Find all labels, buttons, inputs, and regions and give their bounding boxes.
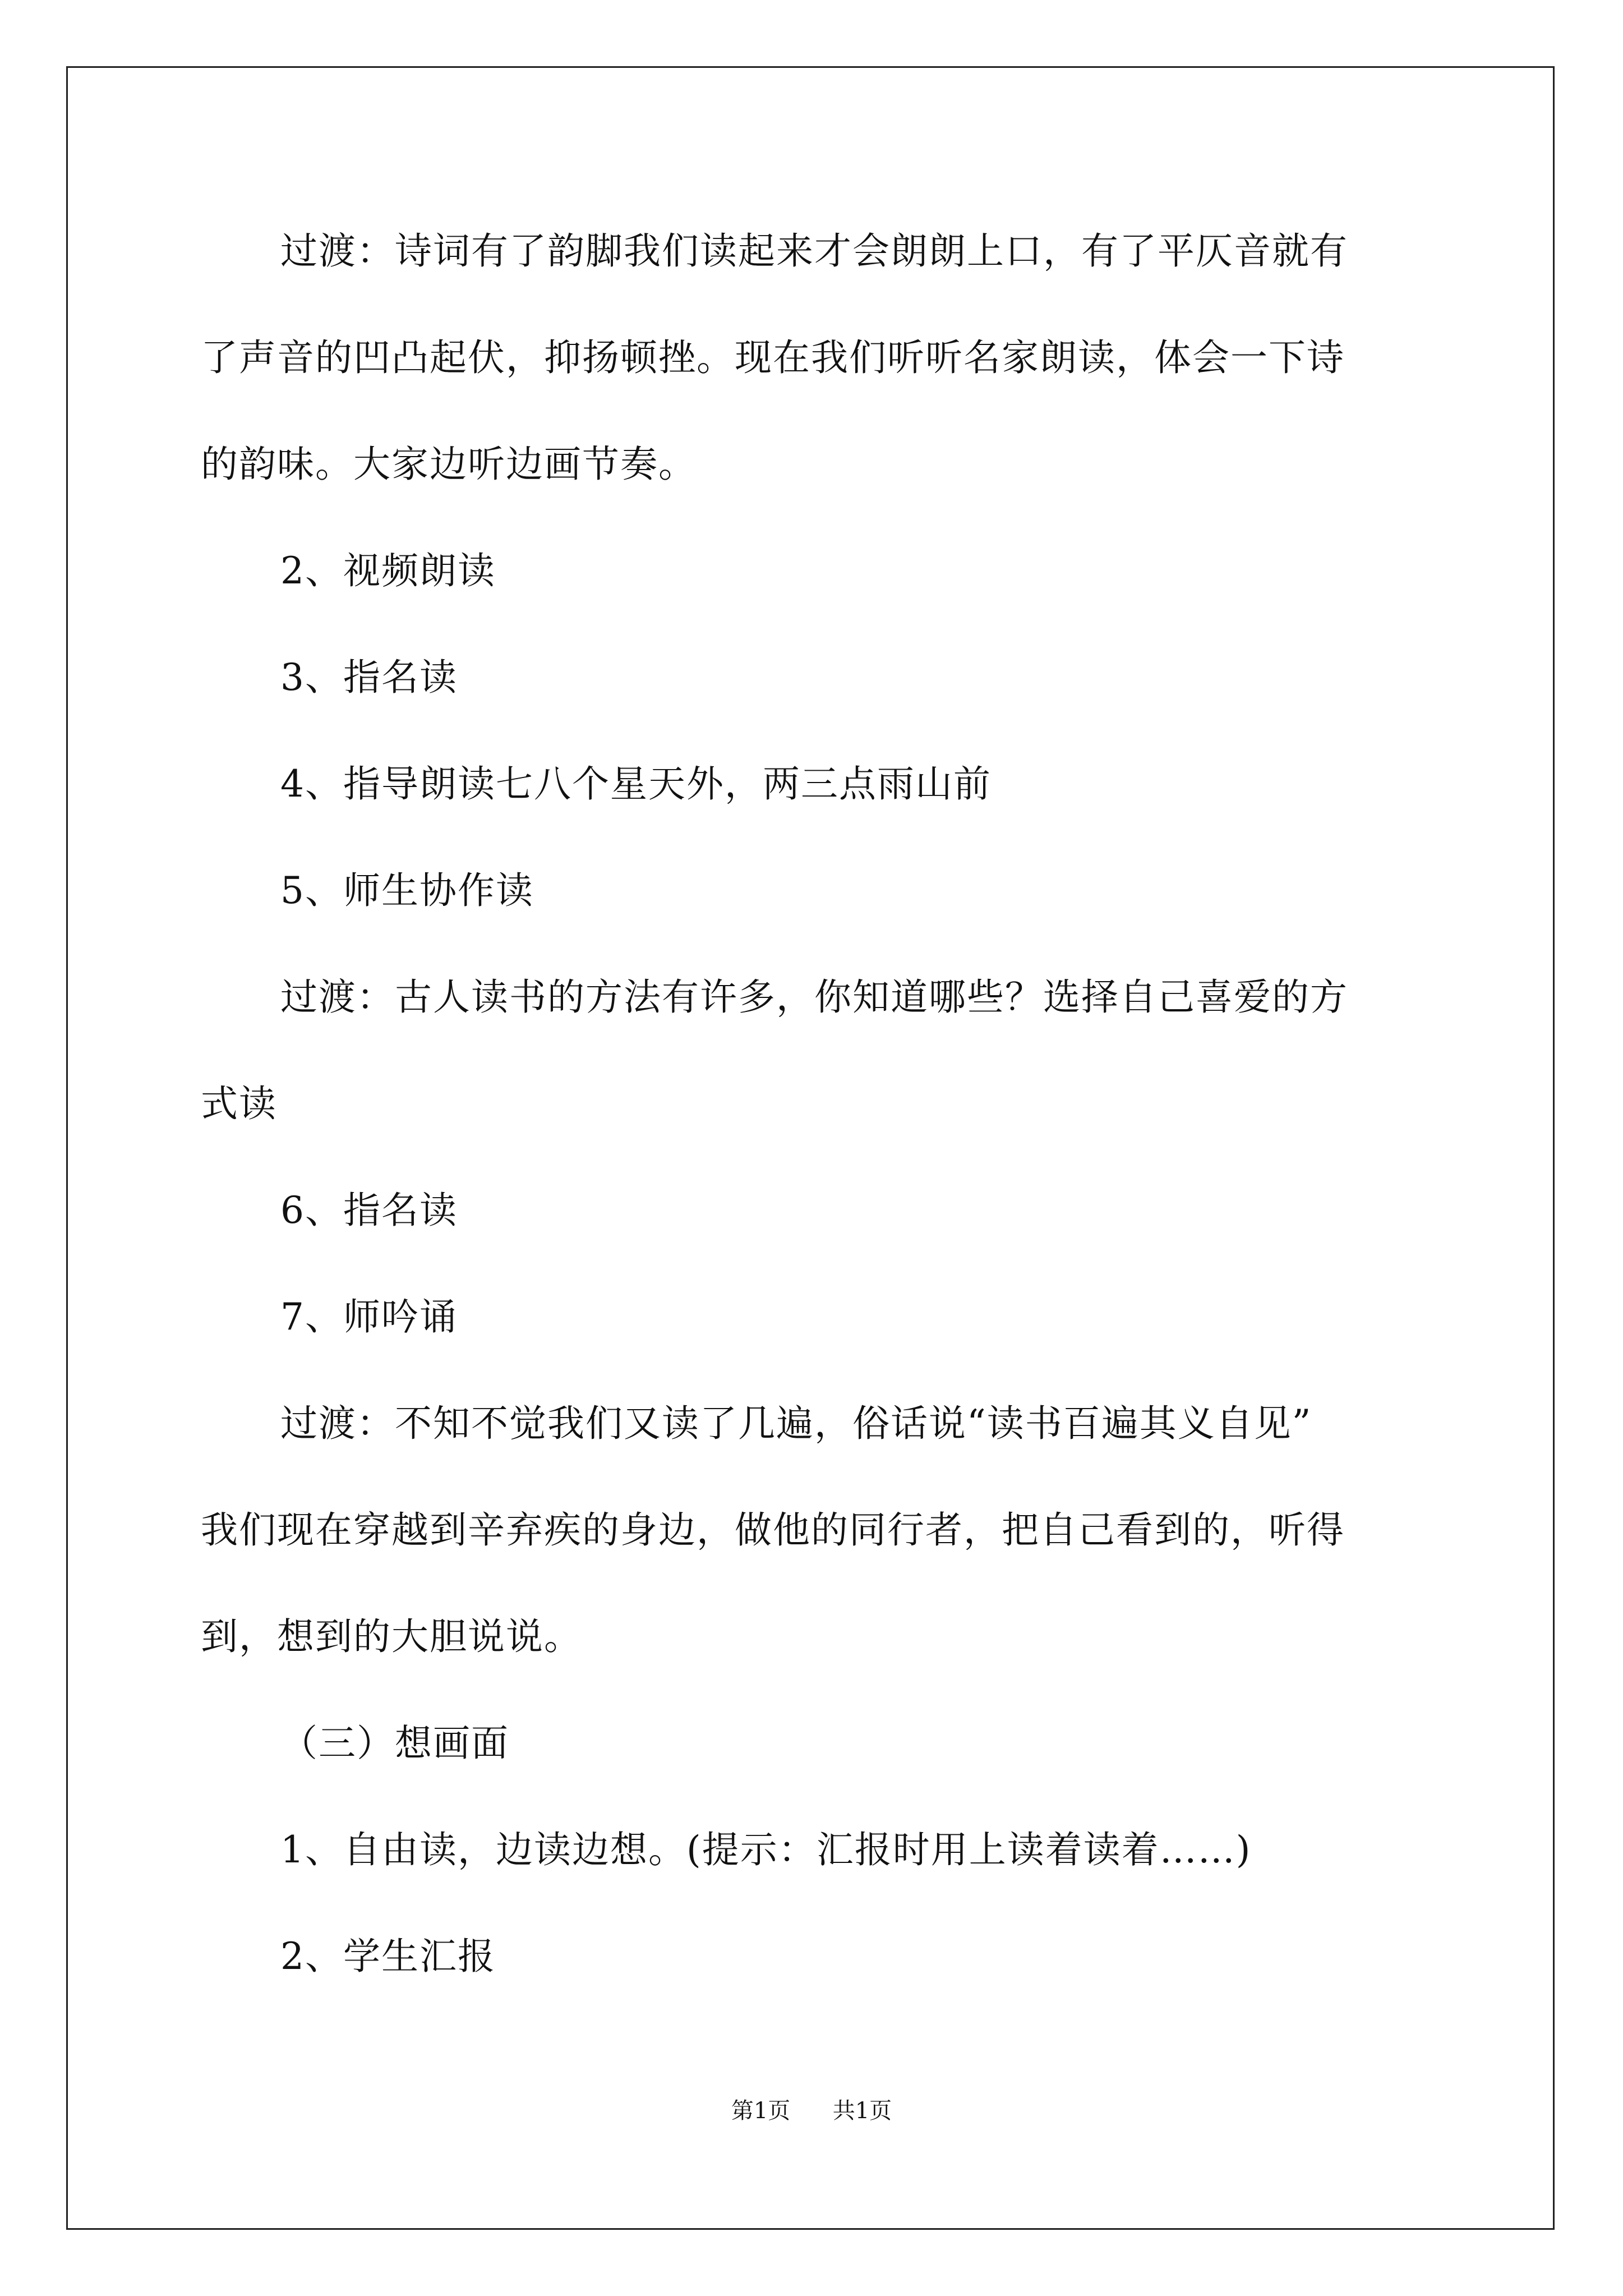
list-item: 1、自由读，边读边想。(提示：汇报时用上读着读着……): [280, 1828, 1252, 1871]
list-item: 3、指名读: [280, 656, 458, 699]
page-border: [66, 66, 1555, 2230]
paragraph-line: 的韵味。大家边听边画节奏。: [201, 443, 697, 486]
section-heading: （三）想画面: [280, 1722, 509, 1765]
paragraph-line: 我们现在穿越到辛弃疾的身边，做他的同行者，把自己看到的，听得: [201, 1508, 1345, 1552]
paragraph-line: 过渡：不知不觉我们又读了几遍，俗话说“读书百遍其义自见”: [280, 1402, 1312, 1445]
list-item: 6、指名读: [280, 1189, 458, 1232]
list-item: 2、视频朗读: [280, 549, 496, 592]
list-item: 2、学生汇报: [280, 1935, 496, 1978]
paragraph-line: 过渡：古人读书的方法有许多，你知道哪些？选择自己喜爱的方: [280, 976, 1348, 1019]
page-total: 共1页: [832, 2098, 892, 2124]
paragraph-line: 式读: [201, 1082, 277, 1125]
page-footer: [0, 2097, 1623, 2125]
page-number: 第1页: [731, 2098, 791, 2124]
paragraph-line: 了声音的凹凸起伏，抑扬顿挫。现在我们听听名家朗读，体会一下诗: [201, 336, 1345, 379]
paragraph-line: 过渡：诗词有了韵脚我们读起来才会朗朗上口，有了平仄音就有: [280, 229, 1348, 273]
list-item: 5、师生协作读: [280, 869, 534, 912]
list-item: 7、师吟诵: [280, 1295, 458, 1338]
list-item: 4、指导朗读七八个星天外，两三点雨山前: [280, 762, 992, 806]
paragraph-line: 到，想到的大胆说说。: [201, 1615, 582, 1658]
